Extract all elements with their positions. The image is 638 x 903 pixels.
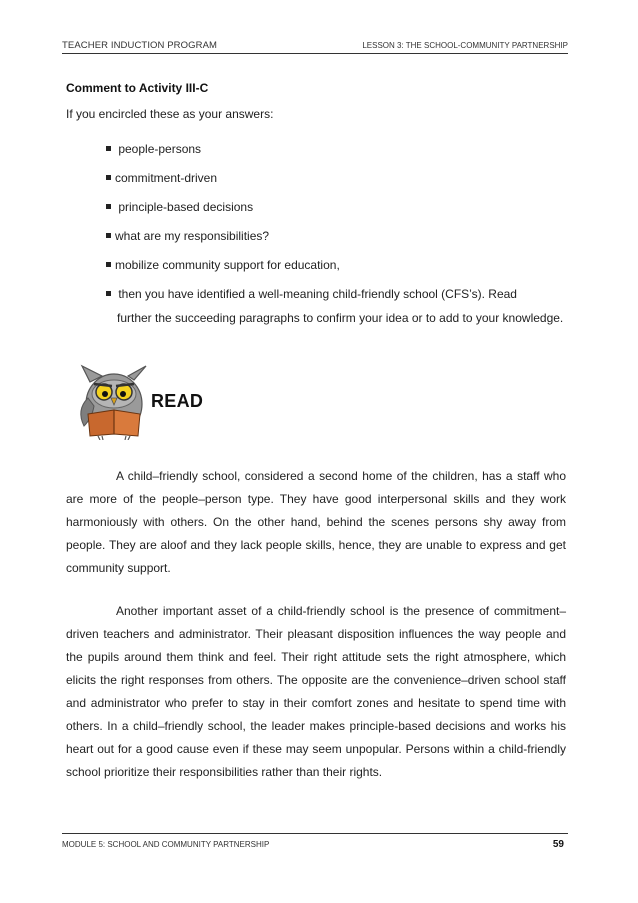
running-footer	[62, 833, 568, 851]
list-item: then you have identified a well-meaning child-friendly school (CFS’s). Read further the succeeding paragraphs to confirm your idea or to add to your knowledge.	[106, 282, 566, 330]
list-item: commitment-driven	[106, 166, 566, 195]
footer-module-title: MODULE 5: SCHOOL AND COMMUNITY PARTNERSHIP	[62, 840, 270, 849]
section-title: Comment to Activity III-C	[66, 81, 209, 95]
read-heading: READ	[151, 391, 204, 411]
body-paragraph: Another important asset of a child-friendly school is the presence of commitment–driven teachers and administrator. Their pleasant disposition influences the way people and the pupils around them think and feel. Their right attitude sets the right atmosphere, which elicits the right responses from others. The opposite are the convenience–driven school staff and administrator who prefer to stay in their comfort zones and hesitate to spend time with others. In a child–friendly school, the leader makes principle-based decisions and works his heart out for a good cause even if these may seem unpopular. Persons within a child-friendly school prioritize their responsibilities rather than their rights.	[66, 604, 566, 779]
square-bullet-icon	[106, 175, 111, 180]
body-paragraph: A child–friendly school, considered a second home of the children, has a staff who are more of the people–person type. They have good interpersonal skills and they work harmoniously with others. On the other hand, behind the scenes persons shy away from people. They are aloof and they lack people skills, hence, they are unable to express and get community support.	[66, 469, 566, 575]
answer-list	[106, 137, 566, 330]
header-lesson-title: LESSON 3: THE SCHOOL-COMMUNITY PARTNERSHIP	[362, 41, 568, 50]
header-program-title: TEACHER INDUCTION PROGRAM	[62, 40, 218, 51]
square-bullet-icon	[106, 204, 111, 209]
list-item: people-persons	[106, 137, 566, 166]
page-number: 59	[552, 839, 564, 850]
intro-text: If you encircled these as your answers:	[66, 107, 274, 121]
list-item: what are my responsibilities?	[106, 224, 566, 253]
list-item-continuation: further the succeeding paragraphs to confirm your idea or to add to your knowledge.	[117, 311, 564, 325]
square-bullet-icon	[106, 262, 111, 267]
list-item: principle-based decisions	[106, 195, 566, 224]
owl-reading-book-icon	[74, 364, 154, 440]
list-item: mobilize community support for education,	[106, 253, 566, 282]
square-bullet-icon	[106, 291, 111, 296]
running-header	[62, 38, 568, 54]
square-bullet-icon	[106, 146, 111, 151]
square-bullet-icon	[106, 233, 111, 238]
